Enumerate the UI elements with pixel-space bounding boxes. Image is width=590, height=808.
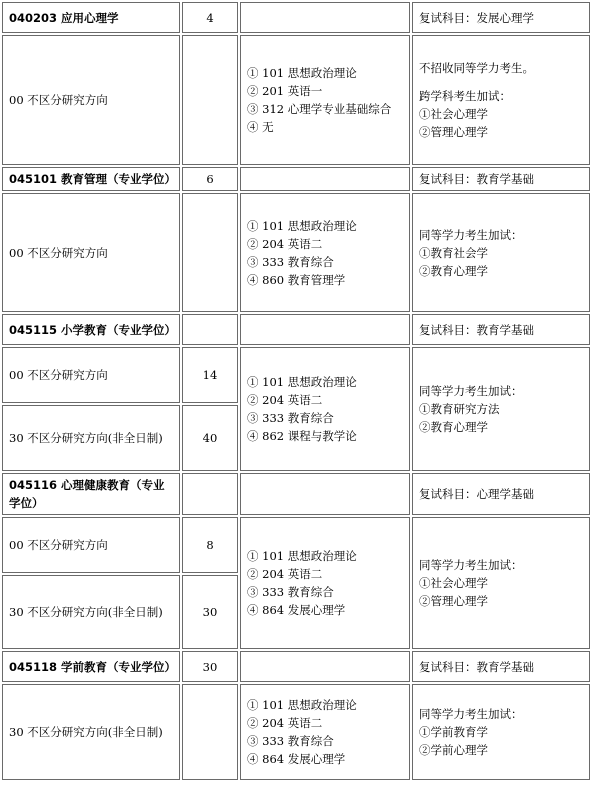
exam-subject: ④ 860 教育管理学 xyxy=(247,272,346,287)
retest-subject: 复试科目：心理学基础 xyxy=(412,473,590,515)
remark-line: ①学前教育学 xyxy=(419,725,488,739)
exam-subjects xyxy=(240,517,410,649)
direction-row xyxy=(2,35,590,165)
exam-subject: ① 101 思想政治理论 xyxy=(247,375,357,389)
enrollment-count: 14 xyxy=(182,347,238,403)
exam-subjects-empty xyxy=(240,473,410,515)
major-name: 040203 应用心理学 xyxy=(2,2,180,33)
remark-line: ①社会心理学 xyxy=(419,576,488,590)
research-direction: 30 不区分研究方向(非全日制) xyxy=(2,575,180,649)
enrollment-count: 6 xyxy=(182,167,238,191)
exam-subject: ③ 333 教育综合 xyxy=(247,585,334,599)
research-direction: 30 不区分研究方向(非全日制) xyxy=(2,684,180,780)
remark-line: ②管理心理学 xyxy=(419,594,488,608)
exam-subject: ③ 333 教育综合 xyxy=(247,411,334,425)
enrollment-count xyxy=(182,193,238,312)
remark-line: ②教育心理学 xyxy=(419,420,488,434)
exam-subjects-empty xyxy=(240,314,410,345)
remark-line: 同等学力考生加试： xyxy=(419,707,523,721)
enrollment-count xyxy=(182,35,238,165)
remarks xyxy=(412,193,590,312)
exam-subject: ② 204 英语二 xyxy=(247,567,323,581)
major-row xyxy=(2,167,590,191)
exam-subject: ④ 862 课程与教学论 xyxy=(247,429,357,443)
enrollment-count: 30 xyxy=(182,575,238,649)
remark-line: 同等学力考生加试： xyxy=(419,558,523,572)
research-direction: 00 不区分研究方向 xyxy=(2,347,180,403)
remark-line: ②教育心理学 xyxy=(419,263,488,278)
research-direction: 00 不区分研究方向 xyxy=(2,193,180,312)
exam-subjects xyxy=(240,193,410,312)
remark-line: 跨学科考生加试： xyxy=(419,89,511,103)
enrollment-count: 30 xyxy=(182,651,238,682)
major-row xyxy=(2,651,590,682)
direction-row xyxy=(2,684,590,780)
exam-subject: ③ 333 教育综合 xyxy=(247,734,334,748)
direction-row xyxy=(2,517,590,573)
remark-line: ①教育研究方法 xyxy=(419,402,500,416)
remark-line: ②管理心理学 xyxy=(419,125,488,139)
exam-subjects xyxy=(240,347,410,471)
exam-subject: ③ 312 心理学专业基础综合 xyxy=(247,102,392,116)
direction-row xyxy=(2,347,590,403)
exam-subjects-empty xyxy=(240,651,410,682)
major-name: 045115 小学教育（专业学位） xyxy=(2,314,180,345)
retest-subject: 复试科目：发展心理学 xyxy=(412,2,590,33)
exam-subject: ① 101 思想政治理论 xyxy=(247,549,357,563)
exam-subject: ② 204 英语二 xyxy=(247,393,323,407)
remark-line: ①社会心理学 xyxy=(419,107,488,121)
remarks xyxy=(412,684,590,780)
exam-subject: ② 204 英语二 xyxy=(247,236,323,251)
retest-subject: 复试科目：教育学基础 xyxy=(412,314,590,345)
exam-subjects-empty xyxy=(240,2,410,33)
enrollment-count: 4 xyxy=(182,2,238,33)
exam-subject: ① 101 思想政治理论 xyxy=(247,218,357,233)
exam-subject: ① 101 思想政治理论 xyxy=(247,698,357,712)
enrollment-count: 40 xyxy=(182,405,238,471)
remark-line: ①教育社会学 xyxy=(419,245,488,260)
exam-subject: ② 201 英语一 xyxy=(247,84,323,98)
exam-subject: ② 204 英语二 xyxy=(247,716,323,730)
direction-row xyxy=(2,193,590,312)
remarks xyxy=(412,347,590,471)
major-name: 045118 学前教育（专业学位） xyxy=(2,651,180,682)
remark-line: 同等学力考生加试： xyxy=(419,227,523,242)
major-row xyxy=(2,473,590,515)
major-name: 045101 教育管理（专业学位） xyxy=(2,167,180,191)
enrollment-count xyxy=(182,473,238,515)
research-direction: 00 不区分研究方向 xyxy=(2,35,180,165)
exam-subjects-empty xyxy=(240,167,410,191)
remark-line: 不招收同等学力考生。 xyxy=(419,61,534,75)
enrollment-count: 8 xyxy=(182,517,238,573)
enrollment-count xyxy=(182,684,238,780)
major-name: 045116 心理健康教育（专业学位） xyxy=(2,473,180,515)
exam-subject: ③ 333 教育综合 xyxy=(247,254,334,269)
retest-subject: 复试科目：教育学基础 xyxy=(412,651,590,682)
exam-subjects xyxy=(240,35,410,165)
exam-subject: ① 101 思想政治理论 xyxy=(247,66,357,80)
retest-subject: 复试科目：教育学基础 xyxy=(412,167,590,191)
remark-line: ②学前心理学 xyxy=(419,743,488,757)
major-row xyxy=(2,314,590,345)
research-direction: 00 不区分研究方向 xyxy=(2,517,180,573)
exam-subject: ④ 无 xyxy=(247,120,274,134)
remark-line: 同等学力考生加试： xyxy=(419,384,523,398)
research-direction: 30 不区分研究方向(非全日制) xyxy=(2,405,180,471)
exam-subject: ④ 864 发展心理学 xyxy=(247,603,346,617)
major-row xyxy=(2,2,590,33)
enrollment-count xyxy=(182,314,238,345)
exam-subjects xyxy=(240,684,410,780)
exam-subject: ④ 864 发展心理学 xyxy=(247,752,346,766)
remarks xyxy=(412,35,590,165)
remarks xyxy=(412,517,590,649)
